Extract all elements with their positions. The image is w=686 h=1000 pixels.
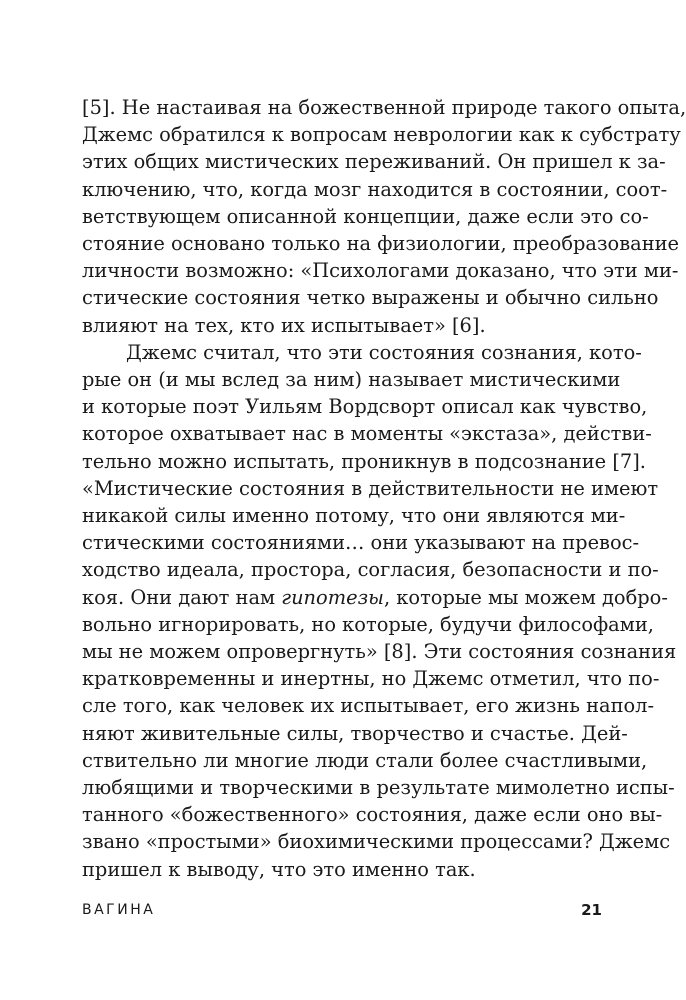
text-line: звано «простыми» биохимическими процессами? Джемс xyxy=(82,830,671,854)
text-line: [5]. Не настаивая на божественной природе такого опыта, xyxy=(82,96,686,119)
text-line: любящими и творческими в результате мимолетно испы- xyxy=(82,776,675,800)
text-line: ствительно ли многие люди стали более счастливыми, xyxy=(82,748,648,772)
text-line: пришел к выводу, что это именно так. xyxy=(82,857,476,881)
text-line: няют живительные силы, творчество и счастье. Дей- xyxy=(82,721,628,745)
text-line: личности возможно: «Психологами доказано, что эти ми- xyxy=(82,259,679,283)
text-line: влияют на тех, кто их испытывает» [6]. xyxy=(82,313,486,337)
text-line: стическими состояниями… они указывают на превос- xyxy=(82,531,640,555)
text-line: тельно можно испытать, проникнув в подсознание [7]. xyxy=(82,449,646,473)
text-line: которое охватывает нас в моменты «экстаза», действи- xyxy=(82,422,652,446)
text-line: танного «божественного» состояния, даже если оно вы- xyxy=(82,803,663,827)
text-line: рые он (и мы вслед за ним) называет мистическими xyxy=(82,368,621,392)
text-line: и которые поэт Уильям Вордсворт описал как чувство, xyxy=(82,395,648,419)
text-line: сле того, как человек их испытывает, его жизнь напол- xyxy=(82,694,655,718)
body-text xyxy=(82,94,686,883)
text-line: кратковременны и инертны, но Джемс отметил, что по- xyxy=(82,667,660,691)
text-line: Джемс обратился к вопросам неврологии как к субстрату xyxy=(82,123,681,147)
running-head: ВАГИНА xyxy=(82,902,156,918)
page-number: 21 xyxy=(581,901,602,919)
text-line: вольно игнорировать, но которые, будучи философами, xyxy=(82,612,654,636)
text-line: ветствующем описанной концепции, даже если это со- xyxy=(82,204,649,228)
text-line: этих общих мистических переживаний. Он пришел к за- xyxy=(82,150,666,174)
text-line xyxy=(82,584,668,611)
text-line: никакой силы именно потому, что они являются ми- xyxy=(82,504,626,528)
text-line: ходство идеала, простора, согласия, безопасности и по- xyxy=(82,558,659,582)
italic-emphasis: гипотезы xyxy=(281,585,384,609)
text-line: стические состояния четко выражены и обычно сильно xyxy=(82,286,659,310)
text-segment: , которые мы можем добро- xyxy=(383,585,668,609)
text-line: Джемс считал, что эти состояния сознания, кото- xyxy=(126,340,642,364)
text-line: стояние основано только на физиологии, преобразование xyxy=(82,232,680,256)
text-line: мы не можем опровергнуть» [8]. Эти состояния сознания xyxy=(82,640,677,664)
text-segment: коя. Они дают нам xyxy=(82,585,282,609)
text-line: ключению, что, когда мозг находится в состоянии, соот- xyxy=(82,177,668,201)
text-line: «Мистические состояния в действительности не имеют xyxy=(82,476,659,500)
